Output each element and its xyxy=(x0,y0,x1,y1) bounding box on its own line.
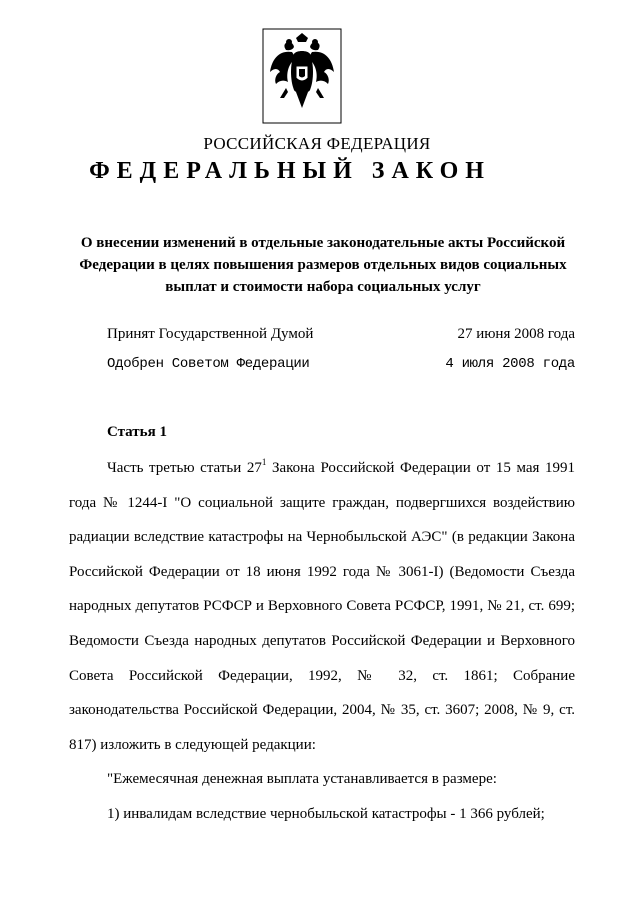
country-name: РОССИЙСКАЯ ФЕДЕРАЦИЯ xyxy=(203,134,431,153)
article-paragraph: "Ежемесячная денежная выплата устанавливается в размере: xyxy=(107,771,497,788)
adoption-label: Принят Государственной Думой xyxy=(107,326,314,342)
article-body xyxy=(69,451,575,832)
law-subject: О внесении изменений в отдельные законодательные акты Российской Федерации в целях повышения размеров отдельных видов социальных выплат и стоимости набора социальных услуг xyxy=(79,235,567,295)
coat-of-arms-icon xyxy=(262,28,342,124)
approval-date: 4 июля 2008 года xyxy=(445,356,575,372)
article-heading: Статья 1 xyxy=(107,424,167,440)
approval-council-row xyxy=(107,356,575,372)
document-type-title: ФЕДЕРАЛЬНЫЙ ЗАКОН xyxy=(89,158,491,184)
article-paragraph: Часть третью статьи $27^1$ Закона Российской Федерации от 15 мая 1991 года № 1244-I "О социальной защите граждан, подвергшихся воздействию радиации вследствие катастрофы на Чернобыльской АЭС" (в редакции Закона Российской Федерации от 18 июня 1992 года № 3061-I) (Ведомости Съезда народных депутатов РСФСР и Верховного Совета РСФСР, 1991, № 21, ст. 699; Ведомости Съезда народных депутатов Российской Федерации и Верховного Совета Российской Федерации, 1992, № 32, ст. 1861; Собрание законодательства Российской Федерации, 2004, № 35, ст. 3607; 2008, № 9, ст. 817) изложить в следующей редакции: xyxy=(69,457,576,753)
article-paragraph: 1) инвалидам вследствие чернобыльской катастрофы - 1 366 рублей; xyxy=(107,805,545,822)
adoption-duma-row xyxy=(107,326,575,343)
approval-label: Одобрен Советом Федерации xyxy=(107,356,310,372)
adoption-date: 27 июня 2008 года xyxy=(457,326,575,342)
